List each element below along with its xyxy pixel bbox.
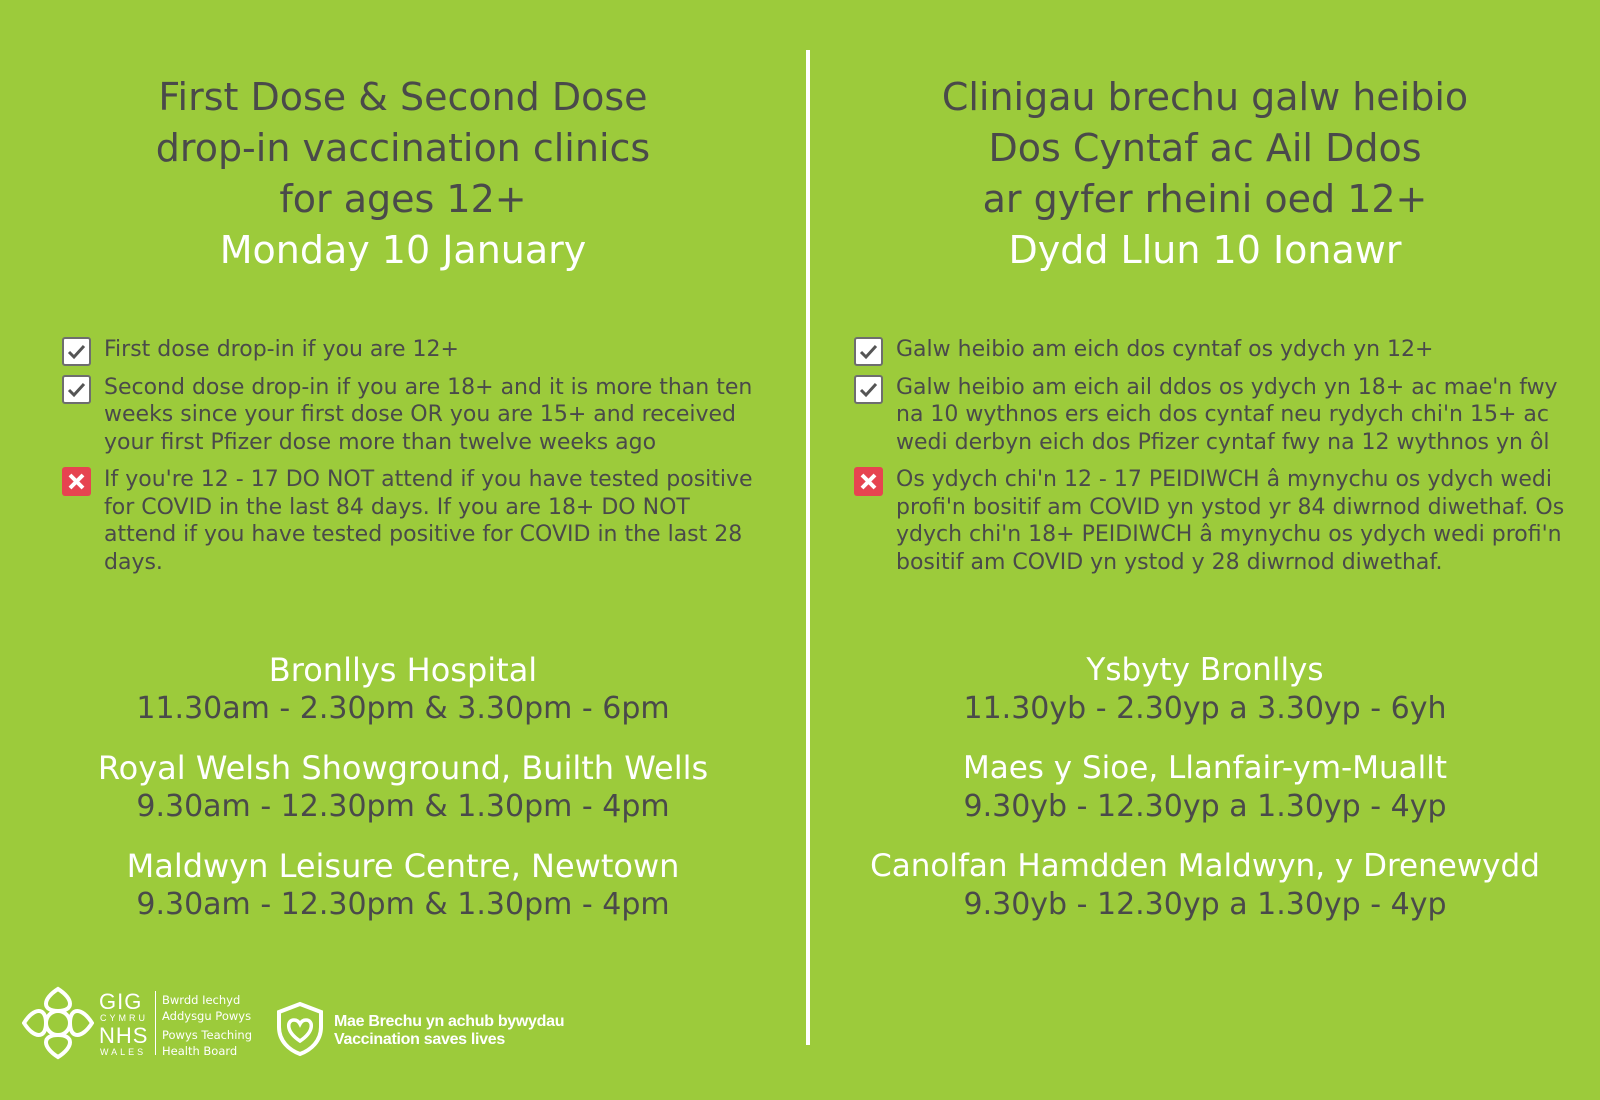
list-item-text: Os ydych chi'n 12 - 17 PEIDIWCH â mynychu os ydych wedi profi'n bositif am COVID yn ystod yr 84 diwrnod diwethaf. Os ydych chi'n 18+ PEIDIWCH â mynychu os ydych wedi profi'n bositif am COVID yn ystod y 28 diwrnod diwethaf. [896, 467, 1565, 575]
health-board-name [162, 993, 252, 1059]
board-english-line: Health Board [162, 1043, 238, 1058]
list-item [62, 336, 762, 364]
checkmark-icon [62, 337, 91, 366]
english-checklist [62, 336, 762, 586]
checkmark-icon [854, 375, 883, 404]
cross-icon [854, 467, 883, 496]
clinic-date: Monday 10 January [219, 228, 587, 272]
nhs-text: NHS [99, 1023, 149, 1048]
welsh-venues [810, 650, 1600, 944]
nhs-wales-wordmark [99, 991, 148, 1059]
list-item-text: Galw heibio am eich dos cyntaf os ydych yn 12+ [896, 337, 1434, 362]
checkmark-icon [62, 375, 91, 404]
heart-shield-icon [275, 1001, 325, 1057]
wales-text: WALES [100, 1047, 147, 1057]
title-line: Dos Cyntaf ac Ail Ddos [988, 126, 1422, 170]
slogan-welsh: Mae Brechu yn achub bywydau [334, 1013, 565, 1030]
venue-name: Maes y Sioe, Llanfair-ym-Muallt [962, 750, 1447, 786]
list-item [62, 466, 762, 576]
welsh-checklist [854, 336, 1574, 586]
venue-block [0, 748, 806, 826]
cymru-text: CYMRU [100, 1013, 148, 1023]
venue-times: 9.30yb - 12.30yp a 1.30yp - 4yp [963, 887, 1447, 922]
venue-times: 11.30yb - 2.30yp a 3.30yp - 6yh [963, 691, 1447, 726]
title-line: First Dose & Second Dose [158, 75, 648, 119]
board-welsh-line: Addysgu Powys [162, 1008, 252, 1023]
board-welsh-line: Bwrdd Iechyd [162, 993, 241, 1007]
venue-block [0, 650, 806, 728]
title-line: drop-in vaccination clinics [155, 126, 651, 170]
title-line: ar gyfer rheini oed 12+ [982, 177, 1428, 221]
list-item [854, 466, 1574, 576]
venue-name: Ysbyty Bronllys [1086, 652, 1324, 688]
gig-text: GIG [99, 989, 143, 1014]
title-line: Clinigau brechu galw heibio [941, 75, 1469, 119]
list-item-text: Galw heibio am eich ail ddos os ydych yn 18+ ac mae'n fwy na 10 wythnos ers eich dos cyntaf neu rydych chi'n 15+ ac wedi derbyn eich dos Pfizer cyntaf fwy na 12 wythnos yn ôl [896, 374, 1558, 455]
venue-times: 9.30am - 12.30pm & 1.30pm - 4pm [136, 789, 670, 824]
venue-times: 11.30am - 2.30pm & 3.30pm - 6pm [136, 691, 670, 726]
venue-block [810, 846, 1600, 924]
welsh-title [810, 72, 1600, 276]
english-venues [0, 650, 806, 944]
english-title [0, 72, 806, 276]
footer-logos [22, 985, 622, 1065]
venue-block [810, 650, 1600, 728]
list-item [854, 336, 1574, 364]
list-item-text: If you're 12 - 17 DO NOT attend if you have tested positive for COVID in the last 84 days. If you are 18+ DO NOT attend if you have tested positive for COVID in the last 28 days. [104, 467, 753, 575]
vaccination-slogan [334, 1013, 564, 1049]
list-item-text: First dose drop-in if you are 12+ [104, 337, 459, 362]
clinic-date: Dydd Llun 10 Ionawr [1008, 228, 1402, 272]
list-item [62, 374, 762, 457]
checkmark-icon [854, 337, 883, 366]
list-item [854, 374, 1574, 457]
cross-icon [62, 467, 91, 496]
board-english-line: Powys Teaching [162, 1028, 253, 1042]
venue-times: 9.30yb - 12.30yp a 1.30yp - 4yp [963, 789, 1447, 824]
venue-name: Royal Welsh Showground, Builth Wells [97, 749, 709, 787]
venue-name: Maldwyn Leisure Centre, Newtown [126, 847, 680, 885]
celtic-knot-icon [22, 985, 94, 1061]
slogan-english: Vaccination saves lives [334, 1031, 505, 1048]
list-item-text: Second dose drop-in if you are 18+ and it is more than ten weeks since your first dose OR you are 15+ and received your first Pfizer dose more than twelve weeks ago [104, 374, 753, 455]
venue-block [810, 748, 1600, 826]
venue-block [0, 846, 806, 924]
title-line: for ages 12+ [279, 177, 527, 221]
venue-name: Canolfan Hamdden Maldwyn, y Drenewydd [870, 848, 1540, 884]
venue-times: 9.30am - 12.30pm & 1.30pm - 4pm [136, 887, 670, 922]
logo-divider [155, 991, 156, 1055]
venue-name: Bronllys Hospital [268, 651, 538, 689]
